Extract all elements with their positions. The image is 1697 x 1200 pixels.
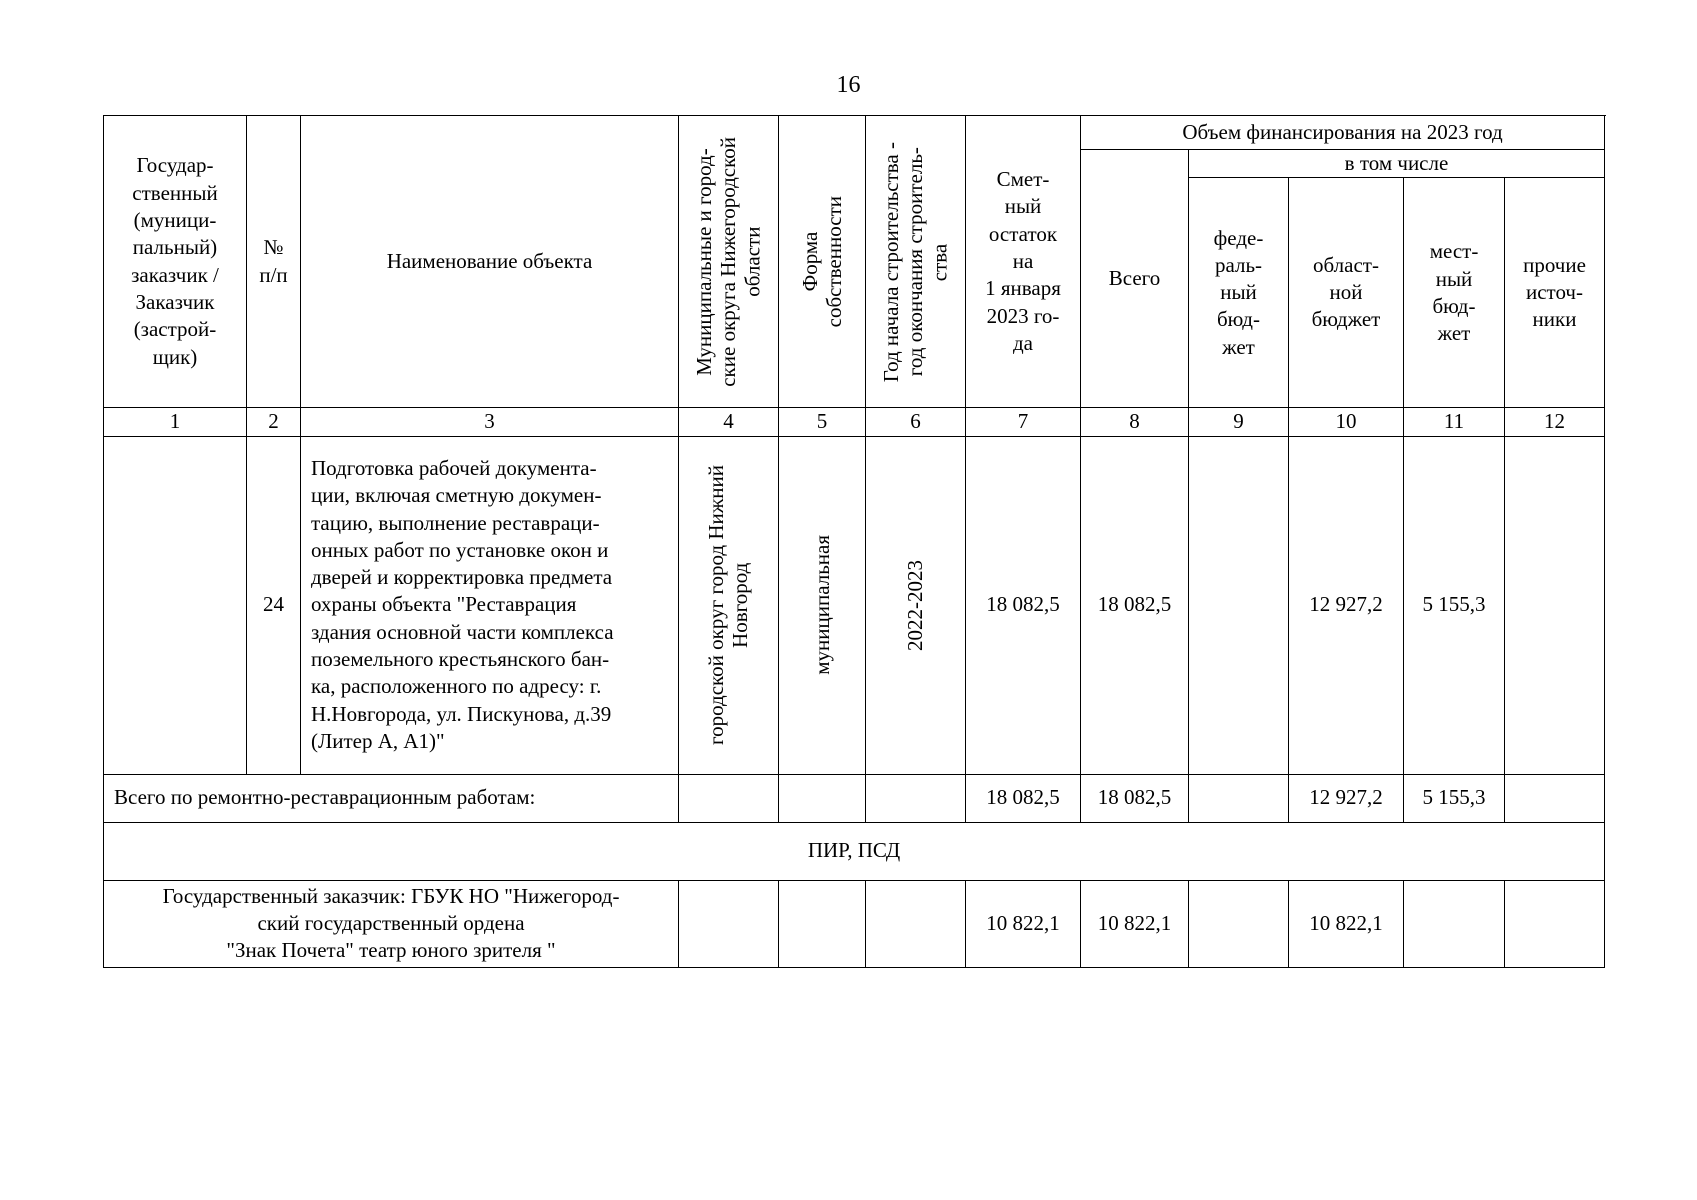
header-including: в том числе [1189, 150, 1605, 178]
subtotal-label: Всего по ремонтно-реставрационным работам: [104, 774, 679, 822]
header-ownership: Форма собственности [779, 116, 866, 408]
column-number: 3 [301, 408, 679, 436]
cell-local: 5 155,3 [1404, 436, 1505, 774]
cell-total: 18 082,5 [1081, 774, 1189, 822]
table-row [104, 436, 1605, 774]
cell-estimate-balance: 10 822,1 [966, 880, 1081, 967]
cell-empty [679, 774, 779, 822]
column-number: 2 [247, 408, 301, 436]
cell-federal [1189, 880, 1289, 967]
section-title: ПИР, ПСД [104, 822, 1605, 880]
cell-years: 2022-2023 [866, 436, 966, 774]
header-no: № п/п [247, 116, 301, 408]
column-number: 5 [779, 408, 866, 436]
cell-regional: 12 927,2 [1289, 436, 1404, 774]
column-number: 11 [1404, 408, 1505, 436]
cell-object-name: Подготовка рабочей документа- ции, включая сметную докумен- тацию, выполнение реставраци- онных работ по установке окон и дверей и корректировка предмета охраны объекта "Реставрация здания основной части комплекса поземельного крестьянского бан- ка, расположенного по адресу: г. Н.Новгорода, ул. Пискунова, д.39 (Литер А, А1)" [301, 436, 679, 774]
column-number: 9 [1189, 408, 1289, 436]
column-number: 7 [966, 408, 1081, 436]
column-number: 6 [866, 408, 966, 436]
header-other: прочие источ- ники [1505, 178, 1605, 408]
cell-no: 24 [247, 436, 301, 774]
header-regional: област- ной бюджет [1289, 178, 1404, 408]
column-number: 10 [1289, 408, 1404, 436]
column-number: 8 [1081, 408, 1189, 436]
page-number: 16 [836, 72, 861, 98]
subtotal-row [104, 774, 1605, 822]
cell-other [1505, 880, 1605, 967]
cell-regional: 12 927,2 [1289, 774, 1404, 822]
header-total: Всего [1081, 150, 1189, 408]
cell-other [1505, 436, 1605, 774]
cell-empty [679, 880, 779, 967]
header-object-name: Наименование объекта [301, 116, 679, 408]
customer-row [104, 880, 1605, 967]
column-number: 12 [1505, 408, 1605, 436]
cell-total: 10 822,1 [1081, 880, 1189, 967]
cell-local [1404, 880, 1505, 967]
column-number: 4 [679, 408, 779, 436]
customer-label: Государственный заказчик: ГБУК НО "Нижегород- ский государственный ордена "Знак Почета" театр юного зрителя " [104, 880, 679, 967]
cell-empty [866, 880, 966, 967]
cell-municipality: городской округ город Нижний Новгород [679, 436, 779, 774]
cell-other [1505, 774, 1605, 822]
header-federal: феде- раль- ный бюд- жет [1189, 178, 1289, 408]
header-estimate-balance: Смет- ный остаток на 1 января 2023 го- да [966, 116, 1081, 408]
cell-regional: 10 822,1 [1289, 880, 1404, 967]
cell-customer [104, 436, 247, 774]
cell-empty [779, 880, 866, 967]
cell-local: 5 155,3 [1404, 774, 1505, 822]
cell-estimate-balance: 18 082,5 [966, 774, 1081, 822]
cell-empty [779, 774, 866, 822]
header-funding-group: Объем финансирования на 2023 год [1081, 116, 1605, 150]
section-row [104, 822, 1605, 880]
column-number: 1 [104, 408, 247, 436]
cell-estimate-balance: 18 082,5 [966, 436, 1081, 774]
cell-federal [1189, 436, 1289, 774]
cell-federal [1189, 774, 1289, 822]
cell-total: 18 082,5 [1081, 436, 1189, 774]
header-customer: Государ- ственный (муници- пальный) заказчик / Заказчик (застрой- щик) [104, 116, 247, 408]
cell-ownership: муниципальная [779, 436, 866, 774]
financing-table [103, 115, 1605, 968]
cell-empty [866, 774, 966, 822]
header-municipality: Муниципальные и город- ские округа Нижегородской области [679, 116, 779, 408]
header-years: Год начала строительства - год окончания строитель- ства [866, 116, 966, 408]
header-local: мест- ный бюд- жет [1404, 178, 1505, 408]
